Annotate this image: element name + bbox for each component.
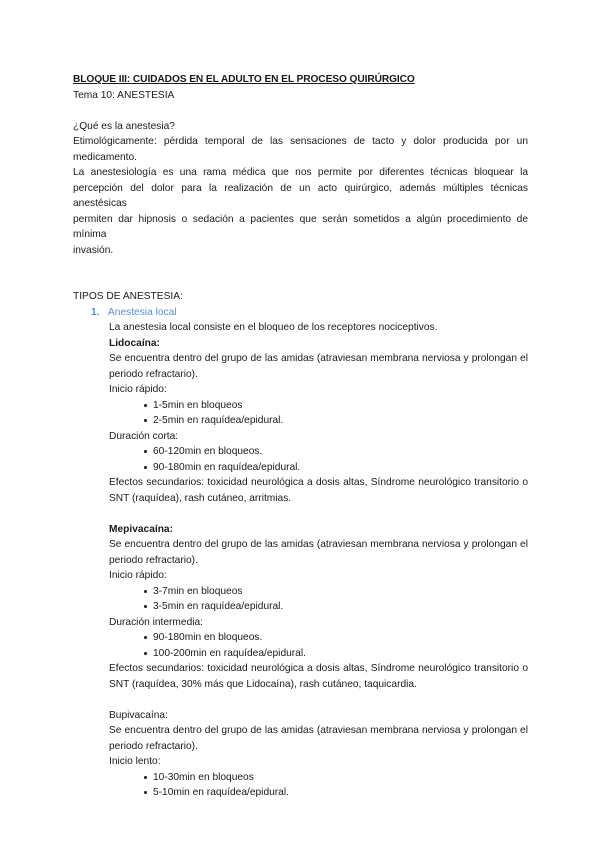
topic-title: Tema 10: ANESTESIA bbox=[73, 89, 175, 101]
duration-list-mepivacaina bbox=[147, 630, 528, 661]
drug-name: Mepivacaína: bbox=[109, 523, 173, 535]
onset-label: Inicio rápido: bbox=[109, 384, 167, 395]
duration-list-lidocaina bbox=[147, 444, 528, 475]
list-item: 90-180min en bloqueos. bbox=[147, 630, 528, 646]
local-definition: La anestesia local consiste en el bloqueo de los receptores nociceptivos. bbox=[109, 322, 438, 333]
types-heading: TIPOS DE ANESTESIA: bbox=[73, 291, 183, 302]
list-item: 3-7min en bloqueos bbox=[147, 584, 528, 600]
drug-block-bupivacaina bbox=[109, 708, 528, 770]
definition-line-1: La anestesiología es una rama médica que nos permite por diferentes técnicas bloquear la bbox=[73, 167, 528, 178]
effects-line-1: Efectos secundarios: toxicidad neurológica a dosis altas, Síndrome neurológico transitorio o bbox=[109, 477, 528, 488]
definition-line-2: percepción del dolor para la realización de un acto quirúrgico, además múltiples técnicas anestésicas bbox=[73, 182, 528, 209]
drug-desc-line-2: periodo refractario). bbox=[109, 554, 198, 566]
drug-name: Lidocaína: bbox=[109, 337, 160, 349]
section-number: 1. bbox=[91, 306, 100, 318]
onset-label: Inicio lento: bbox=[109, 756, 161, 767]
list-item: 1-5min en bloqueos bbox=[147, 398, 528, 414]
duration-label: Duración corta: bbox=[109, 430, 179, 442]
list-item: 90-180min en raquídea/epidural. bbox=[147, 460, 528, 476]
drug-desc-line-1: Se encuentra dentro del grupo de las amidas (atraviesan membrana nerviosa y prolongan el bbox=[109, 725, 528, 736]
section-title: Anestesia local bbox=[108, 306, 177, 318]
drug-desc-line-1: Se encuentra dentro del grupo de las amidas (atraviesan membrana nerviosa y prolongan el bbox=[109, 353, 528, 364]
list-item: 5-10min en raquídea/epidural. bbox=[147, 785, 528, 801]
effects-line-1: Efectos secundarios: toxicidad neurológica a dosis altas, Síndrome neurológico transitorio o bbox=[109, 663, 528, 674]
list-item: 60-120min en bloqueos. bbox=[147, 444, 528, 460]
effects-lidocaina bbox=[109, 475, 528, 506]
onset-list-mepivacaina bbox=[147, 584, 528, 615]
drug-desc-line-2: periodo refractario). bbox=[109, 368, 198, 380]
drug-block-mepivacaina bbox=[109, 522, 528, 584]
list-item: 3-5min en raquídea/epidural. bbox=[147, 599, 528, 615]
etymology-line-1: Etimológicamente: pérdida temporal de las sensaciones de tacto y dolor producida por un bbox=[73, 136, 528, 147]
onset-list-lidocaina bbox=[147, 398, 528, 429]
intro-question: ¿Qué es la anestesia? bbox=[73, 120, 175, 132]
onset-list-bupivacaina bbox=[147, 770, 528, 801]
effects-mepivacaina bbox=[109, 661, 528, 692]
duration-label: Duración intermedia: bbox=[109, 616, 203, 628]
list-item: 2-5min en raquídea/epidural. bbox=[147, 413, 528, 429]
document-page bbox=[73, 72, 528, 801]
effects-line-2: SNT (raquídea, 30% más que Lidocaína), rash cutáneo, taquicardia. bbox=[109, 678, 417, 690]
list-item: 10-30min en bloqueos bbox=[147, 770, 528, 786]
drug-desc-line-2: periodo refractario). bbox=[109, 740, 198, 752]
drug-block-lidocaina bbox=[109, 336, 528, 398]
definition-line-4: invasión. bbox=[73, 244, 114, 256]
effects-line-2: SNT (raquídea), rash cutáneo, arritmias. bbox=[109, 492, 292, 504]
onset-label: Inicio rápido: bbox=[109, 570, 167, 581]
section-heading-local bbox=[91, 305, 528, 321]
list-item: 100-200min en raquídea/epidural. bbox=[147, 646, 528, 662]
drug-name: Bupivacaína: bbox=[109, 709, 168, 721]
drug-desc-line-1: Se encuentra dentro del grupo de las amidas (atraviesan membrana nerviosa y prolongan el bbox=[109, 539, 528, 550]
block-title: BLOQUE III: CUIDADOS EN EL ADULTO EN EL PROCESO QUIRÚRGICO bbox=[73, 74, 415, 85]
definition-line-3: permiten dar hipnosis o sedación a pacientes que serán sometidos a algún procedimiento de mínima bbox=[73, 213, 528, 240]
etymology-line-2: medicamento. bbox=[73, 151, 137, 163]
